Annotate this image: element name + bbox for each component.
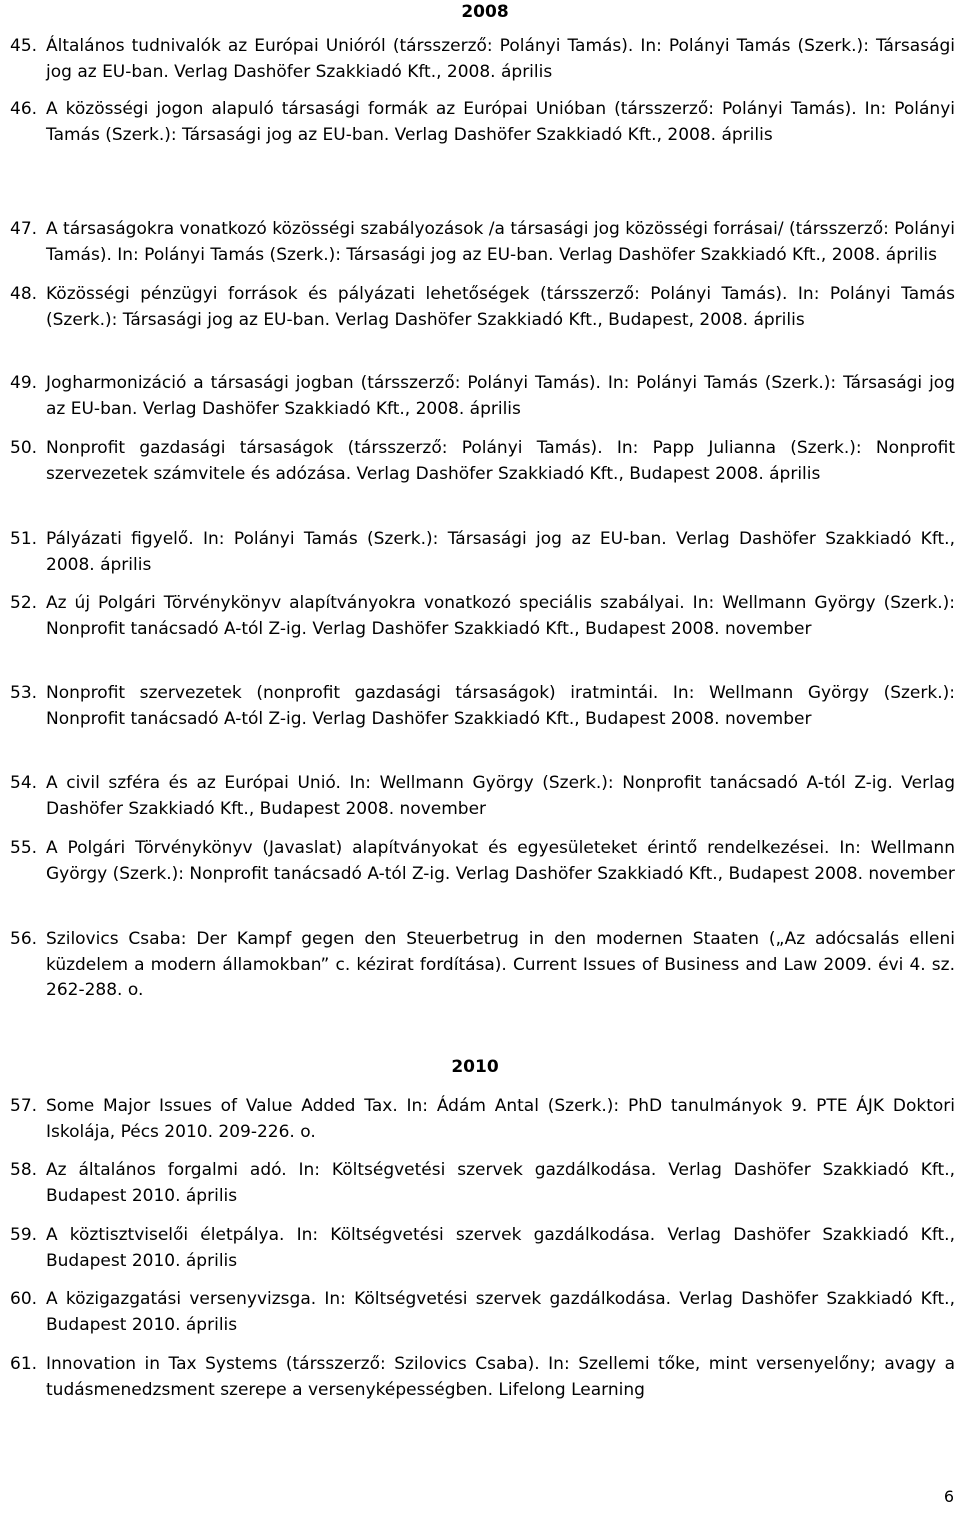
entry-number: 49. — [10, 373, 38, 393]
publication-entry — [10, 282, 955, 333]
entry-number: 52. — [10, 593, 38, 613]
entry-text: Az általános forgalmi adó. In: Költségvetési szervek gazdálkodása. Verlag Dashöfer Szakkiadó Kft., Budapest 2010. április — [46, 1160, 955, 1206]
publication-entry — [10, 217, 955, 268]
entry-number: 59. — [10, 1225, 38, 1245]
publication-entry — [10, 436, 955, 487]
entry-number: 48. — [10, 284, 38, 304]
entry-number: 46. — [10, 99, 38, 119]
entry-text: Általános tudnivalók az Európai Unióról (társszerző: Polányi Tamás). In: Polányi Tamás (Szerk.): Társasági jog az EU-ban. Verlag Dashöfer Szakkiadó Kft., 2008. április — [46, 36, 955, 82]
page-number: 6 — [943, 1487, 954, 1506]
entry-text: Jogharmonizáció a társasági jogban (társszerző: Polányi Tamás). In: Polányi Tamás (Szerk.): Társasági jog az EU-ban. Verlag Dashöfer Szakkiadó Kft., 2008. április — [46, 373, 955, 419]
entry-number: 47. — [10, 219, 38, 239]
entry-text: A Polgári Törvénykönyv (Javaslat) alapítványokat és egyesületeket érintő rendelkezései. In: Wellmann György (Szerk.): Nonprofit tanácsadó A-tól Z-ig. Verlag Dashöfer Szakkiadó Kft., Budapest 2008. november — [46, 838, 955, 884]
entry-number: 56. — [10, 929, 38, 949]
entry-number: 53. — [10, 683, 38, 703]
publication-entry — [10, 1223, 955, 1274]
entry-number: 58. — [10, 1160, 38, 1180]
section-heading-2010: 2010 — [451, 1057, 499, 1077]
publication-entry — [10, 681, 955, 732]
entry-text: A civil szféra és az Európai Unió. In: Wellmann György (Szerk.): Nonprofit tanácsadó A-tól Z-ig. Verlag Dashöfer Szakkiadó Kft., Budapest 2008. november — [46, 773, 955, 819]
entry-text: Szilovics Csaba: Der Kampf gegen den Steuerbetrug in den modernen Staaten („Az adócsalás elleni küzdelem a modern államokban” c. kézirat fordítása). Current Issues of Business and Law 2009. évi 4. sz. 262-288. o. — [46, 929, 955, 1000]
entry-text: Közösségi pénzügyi források és pályázati lehetőségek (társszerző: Polányi Tamás). In: Polányi Tamás (Szerk.): Társasági jog az EU-ban. Verlag Dashöfer Szakkiadó Kft., Budapest, 2008. április — [46, 284, 955, 330]
publication-entry — [10, 527, 955, 578]
entry-text: A közösségi jogon alapuló társasági formák az Európai Unióban (társszerző: Polányi Tamás). In: Polányi Tamás (Szerk.): Társasági jog az EU-ban. Verlag Dashöfer Szakkiadó Kft., 2008. április — [46, 99, 955, 145]
entry-text: Nonprofit gazdasági társaságok (társszerző: Polányi Tamás). In: Papp Julianna (Szerk.): Nonprofit szervezetek számvitele és adózása. Verlag Dashöfer Szakkiadó Kft., Budapest 2008. április — [46, 438, 955, 484]
entry-number: 61. — [10, 1354, 38, 1374]
entry-text: Some Major Issues of Value Added Tax. In: Ádám Antal (Szerk.): PhD tanulmányok 9. PTE ÁJK Doktori Iskolája, Pécs 2010. 209-226. o. — [46, 1096, 955, 1142]
publication-entry — [10, 34, 955, 85]
entry-number: 57. — [10, 1096, 38, 1116]
entry-number: 50. — [10, 438, 38, 458]
section-heading-2008: 2008 — [461, 2, 509, 22]
entry-text: A társaságokra vonatkozó közösségi szabályozások /a társasági jog közösségi forrásai/ (társszerző: Polányi Tamás). In: Polányi Tamás (Szerk.): Társasági jog az EU-ban. Verlag Dashöfer Szakkiadó Kft., 2008. április — [46, 219, 955, 265]
entry-text: A köztisztviselői életpálya. In: Költségvetési szervek gazdálkodása. Verlag Dashöfer Szakkiadó Kft., Budapest 2010. április — [46, 1225, 955, 1271]
entry-number: 45. — [10, 36, 38, 56]
entry-number: 55. — [10, 838, 38, 858]
publication-entry — [10, 97, 955, 148]
publication-entry — [10, 1094, 955, 1145]
publication-entry — [10, 371, 955, 422]
publication-entry — [10, 591, 955, 642]
publication-entry — [10, 927, 955, 1004]
publication-entry — [10, 836, 955, 887]
entry-text: Innovation in Tax Systems (társszerző: Szilovics Csaba). In: Szellemi tőke, mint versenyelőny; avagy a tudásmenedzsment szerepe a versenyképességben. Lifelong Learning — [46, 1354, 955, 1400]
publication-entry — [10, 1287, 955, 1338]
entry-number: 60. — [10, 1289, 38, 1309]
entry-number: 54. — [10, 773, 38, 793]
entry-text: A közigazgatási versenyvizsga. In: Költségvetési szervek gazdálkodása. Verlag Dashöfer Szakkiadó Kft., Budapest 2010. április — [46, 1289, 955, 1335]
publication-entry — [10, 771, 955, 822]
entry-number: 51. — [10, 529, 38, 549]
entry-text: Az új Polgári Törvénykönyv alapítványokra vonatkozó speciális szabályai. In: Wellmann György (Szerk.): Nonprofit tanácsadó A-tól Z-ig. Verlag Dashöfer Szakkiadó Kft., Budapest 2008. november — [46, 593, 955, 639]
publication-entry — [10, 1158, 955, 1209]
publication-entry — [10, 1352, 955, 1403]
entry-text: Nonprofit szervezetek (nonprofit gazdasági társaságok) iratmintái. In: Wellmann György (Szerk.): Nonprofit tanácsadó A-tól Z-ig. Verlag Dashöfer Szakkiadó Kft., Budapest 2008. november — [46, 683, 955, 729]
entry-text: Pályázati figyelő. In: Polányi Tamás (Szerk.): Társasági jog az EU-ban. Verlag Dashöfer Szakkiadó Kft., 2008. április — [46, 529, 955, 575]
